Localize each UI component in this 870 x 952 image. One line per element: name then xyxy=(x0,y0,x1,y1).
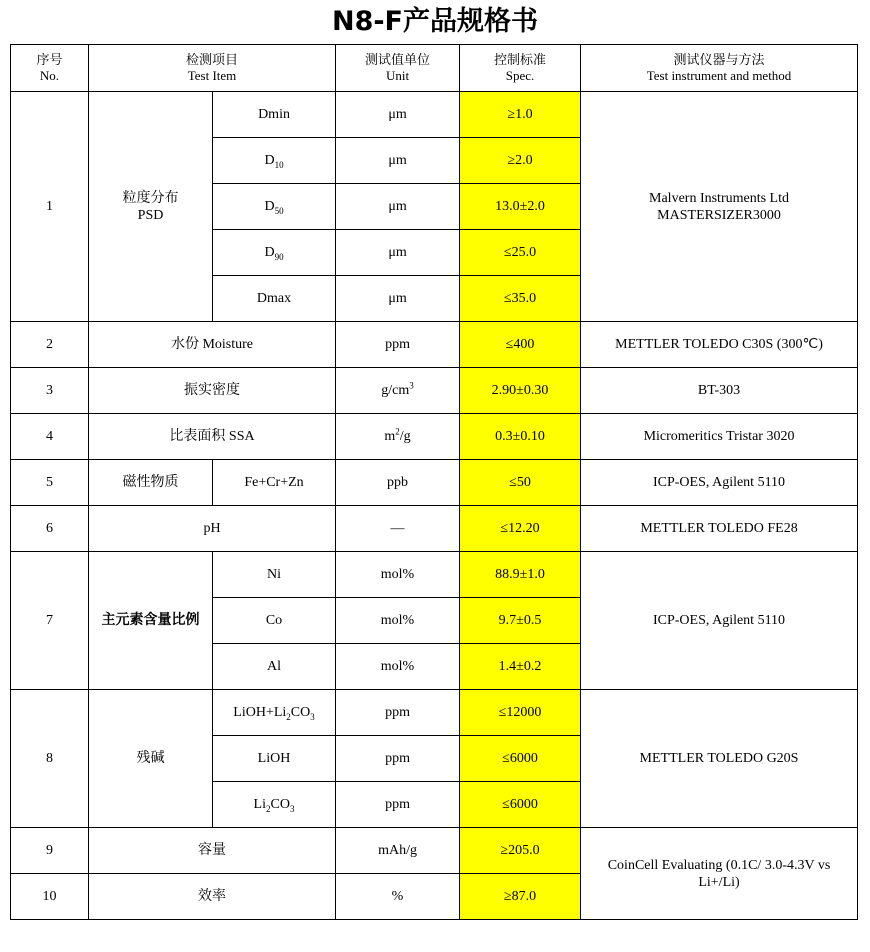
item-name: 容量 xyxy=(89,828,336,874)
sub-item: Dmax xyxy=(213,276,336,322)
spec-cell: ≥87.0 xyxy=(460,874,581,920)
row-no: 9 xyxy=(11,828,89,874)
sub-item: Ni xyxy=(213,552,336,598)
unit-cell: ppm xyxy=(336,690,460,736)
sub-item: $D_{50}$ xyxy=(213,184,336,230)
spec-cell: ≤6000 xyxy=(460,736,581,782)
table-header-row xyxy=(11,45,858,92)
spec-cell: 13.0±2.0 xyxy=(460,184,581,230)
method-cell: Malvern Instruments Ltd MASTERSIZER3000 xyxy=(581,92,858,322)
row-no: 3 xyxy=(11,368,89,414)
method-cell: METTLER TOLEDO FE28 xyxy=(581,506,858,552)
unit-cell: μm xyxy=(336,184,460,230)
sub-item: Co xyxy=(213,598,336,644)
item-name: 粒度分布 PSD xyxy=(89,92,213,322)
sub-item: Fe+Cr+Zn xyxy=(213,460,336,506)
method-cell: METTLER TOLEDO C30S (300℃) xyxy=(581,322,858,368)
method-cell: METTLER TOLEDO G20S xyxy=(581,690,858,828)
header-test-item: 检测项目 Test Item xyxy=(89,45,336,92)
table-row xyxy=(11,368,858,414)
spec-cell: ≤25.0 xyxy=(460,230,581,276)
unit-cell: mol% xyxy=(336,644,460,690)
row-no: 5 xyxy=(11,460,89,506)
table-row xyxy=(11,92,858,138)
row-no: 4 xyxy=(11,414,89,460)
method-cell: BT-303 xyxy=(581,368,858,414)
spec-cell: ≥205.0 xyxy=(460,828,581,874)
table-row xyxy=(11,460,858,506)
unit-cell: mol% xyxy=(336,552,460,598)
unit-cell: μm xyxy=(336,230,460,276)
item-name: 振实密度 xyxy=(89,368,336,414)
unit-cell: — xyxy=(336,506,460,552)
unit-cell: $g/cm^3$ xyxy=(336,368,460,414)
document-title: N8-F产品规格书 xyxy=(331,6,539,37)
unit-cell: μm xyxy=(336,138,460,184)
header-method: 测试仪器与方法 Test instrument and method xyxy=(581,45,858,92)
item-name: 比表面积 SSA xyxy=(89,414,336,460)
sub-item: $D_{10}$ xyxy=(213,138,336,184)
sub-item: $Li_2CO_3$ xyxy=(213,782,336,828)
header-spec: 控制标准 Spec. xyxy=(460,45,581,92)
unit-cell: μm xyxy=(336,92,460,138)
row-no: 7 xyxy=(11,552,89,690)
item-name: pH xyxy=(89,506,336,552)
row-no: 1 xyxy=(11,92,89,322)
unit-cell: ppb xyxy=(336,460,460,506)
spec-cell: ≤400 xyxy=(460,322,581,368)
row-no: 2 xyxy=(11,322,89,368)
sub-item: Al xyxy=(213,644,336,690)
item-name: 残碱 xyxy=(89,690,213,828)
spec-cell: ≤6000 xyxy=(460,782,581,828)
item-name: 效率 xyxy=(89,874,336,920)
spec-cell: ≤50 xyxy=(460,460,581,506)
spec-cell: ≥2.0 xyxy=(460,138,581,184)
spec-table xyxy=(10,44,858,920)
method-cell: Micromeritics Tristar 3020 xyxy=(581,414,858,460)
spec-cell: 88.9±1.0 xyxy=(460,552,581,598)
table-row xyxy=(11,828,858,874)
unit-cell: ppm xyxy=(336,322,460,368)
header-unit: 测试值单位 Unit xyxy=(336,45,460,92)
unit-cell: mol% xyxy=(336,598,460,644)
spec-cell: 9.7±0.5 xyxy=(460,598,581,644)
unit-cell: $m^2/g$ xyxy=(336,414,460,460)
item-name: 主元素含量比例 xyxy=(89,552,213,690)
table-row xyxy=(11,506,858,552)
table-row xyxy=(11,322,858,368)
spec-cell: ≤35.0 xyxy=(460,276,581,322)
table-row xyxy=(11,414,858,460)
table-row xyxy=(11,552,858,598)
sub-item: $LiOH+Li_2CO_3$ xyxy=(213,690,336,736)
unit-cell: ppm xyxy=(336,782,460,828)
spec-cell: 1.4±0.2 xyxy=(460,644,581,690)
spec-cell: 0.3±0.10 xyxy=(460,414,581,460)
header-no: 序号 No. xyxy=(11,45,89,92)
unit-cell: mAh/g xyxy=(336,828,460,874)
unit-cell: % xyxy=(336,874,460,920)
unit-cell: ppm xyxy=(336,736,460,782)
sub-item: Dmin xyxy=(213,92,336,138)
spec-cell: 2.90±0.30 xyxy=(460,368,581,414)
row-no: 10 xyxy=(11,874,89,920)
spec-cell: ≥1.0 xyxy=(460,92,581,138)
unit-cell: μm xyxy=(336,276,460,322)
item-name: 磁性物质 xyxy=(89,460,213,506)
sub-item: $D_{90}$ xyxy=(213,230,336,276)
row-no: 8 xyxy=(11,690,89,828)
spec-cell: ≤12.20 xyxy=(460,506,581,552)
sub-item: LiOH xyxy=(213,736,336,782)
method-cell: ICP-OES, Agilent 5110 xyxy=(581,460,858,506)
row-no: 6 xyxy=(11,506,89,552)
method-cell: ICP-OES, Agilent 5110 xyxy=(581,552,858,690)
item-name: 水份 Moisture xyxy=(89,322,336,368)
method-cell: CoinCell Evaluating (0.1C/ 3.0-4.3V vs Li+/Li) xyxy=(581,828,858,920)
spec-cell: ≤12000 xyxy=(460,690,581,736)
table-row xyxy=(11,690,858,736)
